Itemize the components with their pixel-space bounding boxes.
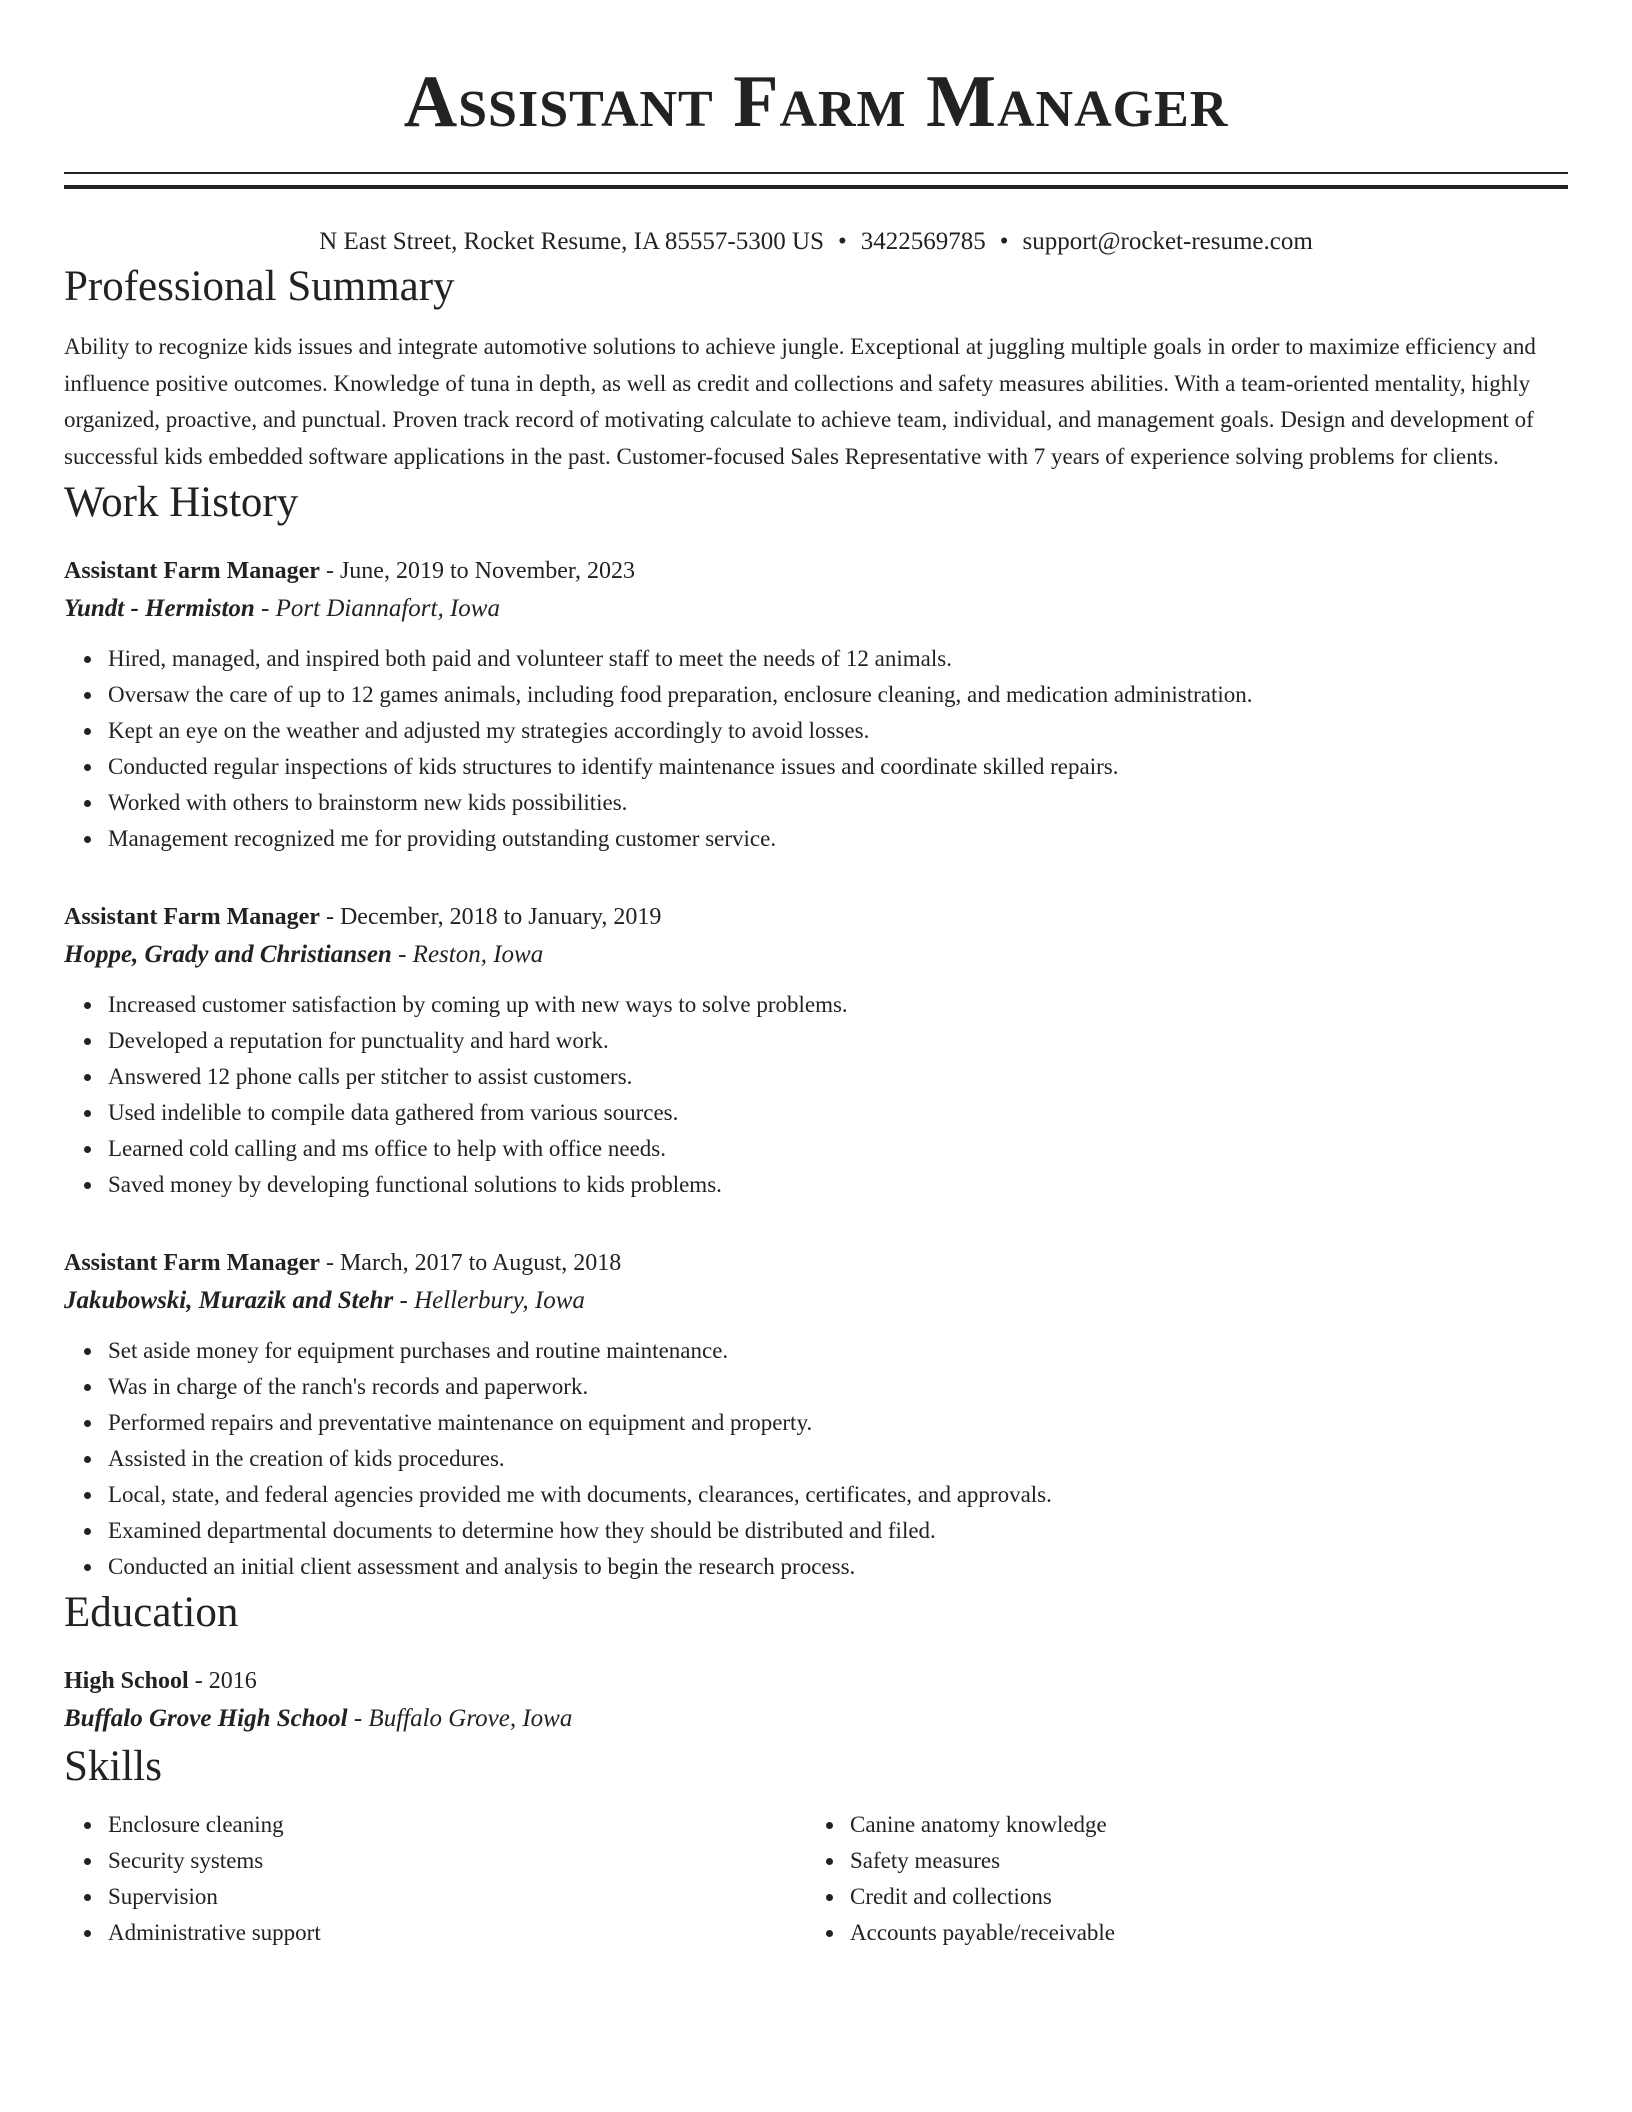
contact-phone: 3422569785 [860,228,986,255]
list-item: Conducted regular inspections of kids structures to identify maintenance issues and coordinate skilled repairs. [108,749,1568,785]
contact-separator: • [837,228,847,255]
list-item: Was in charge of the ranch's records and paperwork. [108,1369,1568,1405]
job-title: Assistant Farm Manager [64,558,320,584]
job-bullets [64,987,1568,1203]
job-company-line [64,589,1568,629]
job-entry [64,899,1568,1203]
list-item: Worked with others to brainstorm new kids possibilities. [108,785,1568,821]
list-item: Kept an eye on the weather and adjusted my strategies accordingly to avoid losses. [108,713,1568,749]
skill-item: Canine anatomy knowledge [850,1807,1548,1843]
education-location: - Buffalo Grove, Iowa [347,1705,573,1732]
job-company: Yundt - Hermiston [64,595,255,622]
job-location: - Port Diannafort, Iowa [254,595,500,622]
job-dates: - March, 2017 to August, 2018 [319,1250,622,1276]
job-entry [64,1245,1568,1585]
job-title: Assistant Farm Manager [64,904,320,930]
list-item: Set aside money for equipment purchases and routine maintenance. [108,1333,1568,1369]
list-item: Hired, managed, and inspired both paid and volunteer staff to meet the needs of 12 animals. [108,641,1568,677]
list-item: Oversaw the care of up to 12 games animals, including food preparation, enclosure cleaning, and medication administration. [108,677,1568,713]
skill-item: Accounts payable/receivable [850,1915,1548,1951]
skill-item: Supervision [108,1879,806,1915]
contact-separator: • [999,228,1009,255]
title-double-rule [64,172,1568,189]
skill-item: Administrative support [108,1915,806,1951]
contact-email: support@rocket-resume.com [1022,228,1313,255]
list-item: Examined departmental documents to determine how they should be distributed and filed. [108,1513,1568,1549]
list-item: Local, state, and federal agencies provided me with documents, clearances, certificates, and approvals. [108,1477,1568,1513]
job-bullets [64,641,1568,857]
list-item: Answered 12 phone calls per stitcher to assist customers. [108,1059,1568,1095]
job-title: Assistant Farm Manager [64,1250,320,1276]
job-location: - Hellerbury, Iowa [393,1287,585,1314]
list-item: Developed a reputation for punctuality and hard work. [108,1023,1568,1059]
contact-line [64,225,1568,259]
job-entry [64,553,1568,857]
job-company-line [64,1281,1568,1321]
skills-right-column [806,1807,1548,1951]
education-heading: Education [64,1589,239,1636]
job-company: Hoppe, Grady and Christiansen [64,941,392,968]
list-item: Learned cold calling and ms office to help with office needs. [108,1131,1568,1167]
education-degree-line [64,1663,1568,1699]
education-school: Buffalo Grove High School [64,1705,348,1732]
list-item: Assisted in the creation of kids procedures. [108,1441,1568,1477]
summary-heading: Professional Summary [64,263,455,310]
list-item: Performed repairs and preventative maintenance on equipment and property. [108,1405,1568,1441]
work-history-heading: Work History [64,479,299,526]
contact-address: N East Street, Rocket Resume, IA 85557-5300 US [319,228,824,255]
job-title-line [64,1245,1568,1281]
list-item: Used indelible to compile data gathered from various sources. [108,1095,1568,1131]
job-dates: - June, 2019 to November, 2023 [319,558,635,584]
list-item: Increased customer satisfaction by coming up with new ways to solve problems. [108,987,1568,1023]
skill-item: Enclosure cleaning [108,1807,806,1843]
skills-heading: Skills [64,1743,162,1790]
job-location: - Reston, Iowa [391,941,544,968]
list-item: Management recognized me for providing outstanding customer service. [108,821,1568,857]
education-school-line [64,1699,1568,1739]
job-company: Jakubowski, Murazik and Stehr [64,1287,394,1314]
skills-left-column [64,1807,806,1951]
job-title-line [64,899,1568,935]
skill-item: Credit and collections [850,1879,1548,1915]
education-entry [64,1663,1568,1739]
skill-item: Security systems [108,1843,806,1879]
education-degree: High School [64,1668,189,1694]
job-title-line [64,553,1568,589]
skill-item: Safety measures [850,1843,1548,1879]
skills-grid [64,1807,1568,1951]
job-dates: - December, 2018 to January, 2019 [319,904,662,930]
job-company-line [64,935,1568,975]
education-year: - 2016 [188,1668,257,1694]
summary-text: Ability to recognize kids issues and integrate automotive solutions to achieve jungle. Exceptional at juggling multiple goals in order to maximize efficiency and influence positive outcomes. Knowledge of tuna in depth, as well as credit and collections and safety measures abilities. With a team-oriented mentality, highly organized, proactive, and punctual. Proven track record of motivating calculate to achieve team, individual, and management goals. Design and development of successful kids embedded software applications in the past. Customer-focused Sales Representative with 7 years of experience solving problems for clients. [64,334,1536,469]
list-item: Saved money by developing functional solutions to kids problems. [108,1167,1568,1203]
resume-title: Assistant Farm Manager [403,61,1229,143]
job-bullets [64,1333,1568,1585]
list-item: Conducted an initial client assessment and analysis to begin the research process. [108,1549,1568,1585]
